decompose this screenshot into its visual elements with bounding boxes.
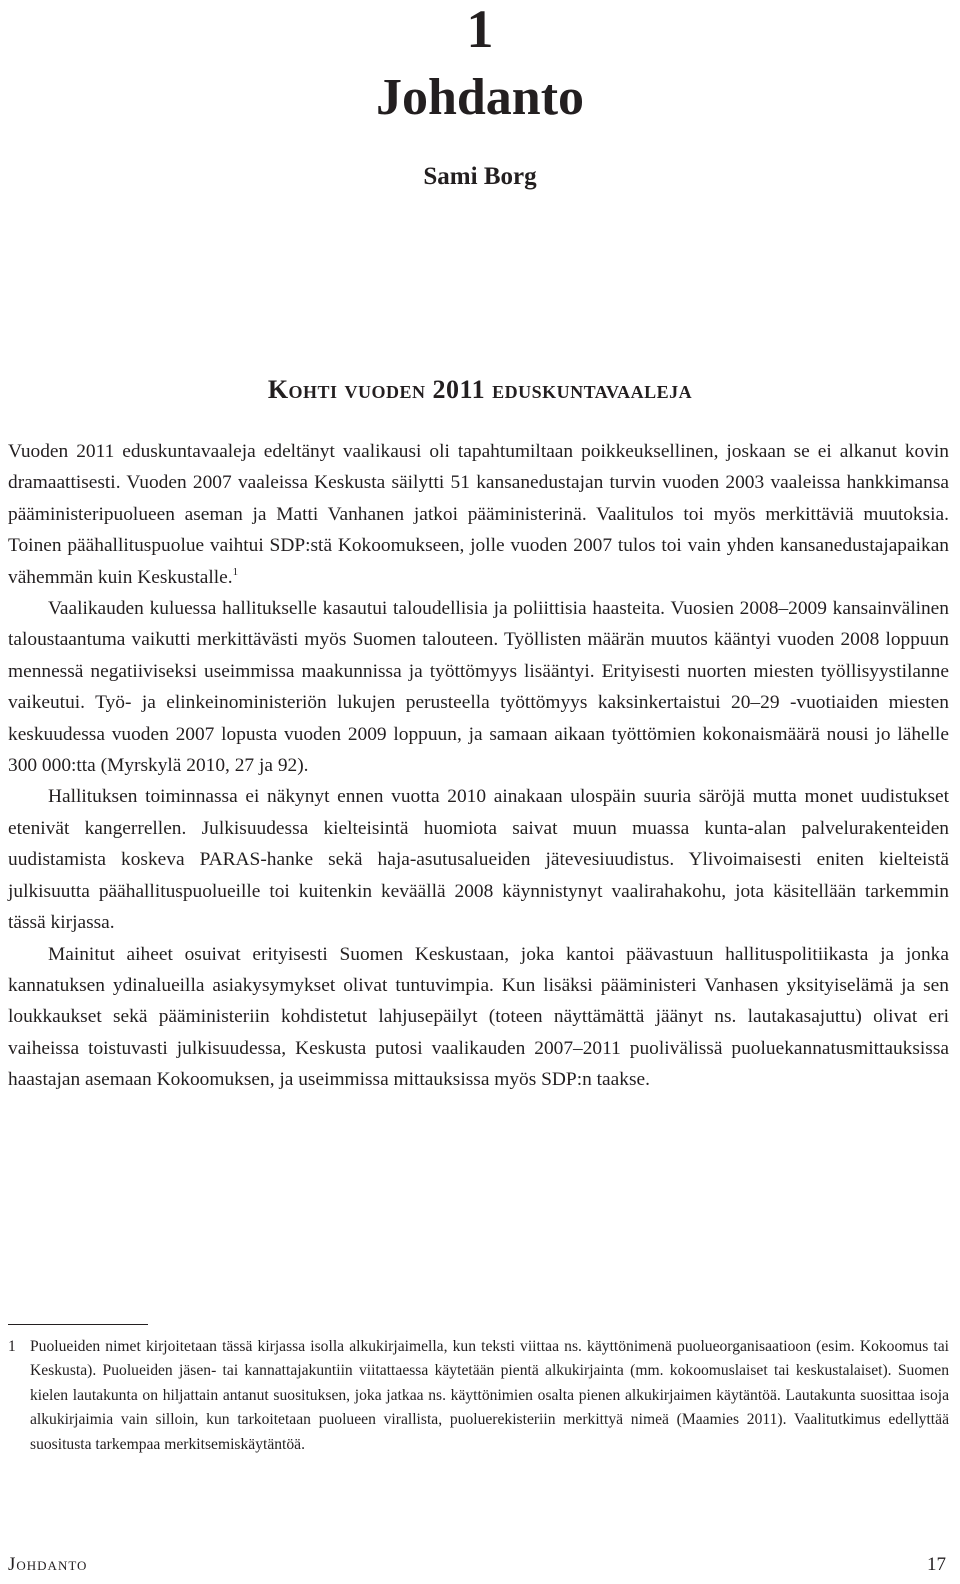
chapter-number: 1 <box>466 0 494 59</box>
footnote-reference: 1 <box>232 565 239 578</box>
paragraph: Vaalikauden kuluessa hallitukselle kasautui taloudellisia ja poliittisia haasteita. Vuosien 2008–2009 kansainvälinen taloustaantuma vaikutti merkittävästi myös Suomen talouteen. Työllisten määrän muutos kääntyi vuoden 2008 loppuun mennessä negatiiviseksi useimmissa maakunnissa ja työttömyys lisääntyi. Erityisesti nuorten miesten työllisyystilanne vaikeutui. Työ- ja elinkeinoministeriön lukujen perusteella työttömyys kaksinkertaistui 20–29 -vuotiaiden miesten keskuudessa vuoden 2007 lopusta vuoden 2009 loppuun, ja samaan aikaan työttömien kokonaismäärä nousi jo lähelle 300 000:tta (Myrskylä 2010, 27 ja 92). <box>8 598 949 777</box>
page-number: 17 <box>927 1554 946 1575</box>
footnote-text: Puolueiden nimet kirjoitetaan tässä kirjassa isolla alkukirjaimella, kun teksti viittaa ns. käyttönimenä puolueorganisaatioon (esim. Kokoomus tai Keskusta). Puolueiden jäsen- tai kannattajakuntiin viitattaessa käytetään pientä alkukirjainta (mm. kokoomuslaiset tai keskustalaiset). Suomen kielen lautakunta on hiljattain antanut suosituksen, joka jatkaa ns. käyttönimien osalta pienen alkukirjaimen käytäntöä. Lautakunta suosittaa isoja alkukirjaimia vain silloin, kun tarkoitetaan puolueen virallista, puoluerekisteriin merkittyä nimeä (Maamies 2011). Vaalitutkimus edellyttää suositusta tarkempaa merkitsemiskäytäntöä. <box>30 1338 949 1453</box>
paragraph-text: Vuoden 2011 eduskuntavaaleja edeltänyt vaalikausi oli tapahtumiltaan poikkeuksellinen, joskaan se ei alkanut kovin dramaattisesti. Vuoden 2007 vaaleissa Keskusta säilytti 51 kansanedustajan turvin vuoden 2003 vaaleissa hankkimansa pääministeripuolueen aseman ja Matti Vanhanen jatkoi pääministerinä. Vaalitulos toi myös merkittäviä muutoksia. Toinen päähallituspuolue vaihtui SDP:stä Kokoomukseen, jolle vuoden 2007 tulos toi vain yhden kansanedustajapaikan vähemmän kuin Keskustalle. <box>8 441 949 588</box>
paragraph <box>8 436 949 593</box>
footnote-number: 1 <box>8 1338 16 1355</box>
body-text <box>8 436 949 1096</box>
paragraph: Hallituksen toiminnassa ei näkynyt ennen vuotta 2010 ainakaan ulospäin suuria säröjä mutta monet uudistukset etenivät kangerrellen. Julkisuudessa kielteisintä huomiota saivat muun muassa kunta-alan palvelurakenteiden uudistamista koskeva PARAS-hanke sekä haja-asutusalueiden jätevesiuudistus. Ylivoimaisesti eniten kielteistä julkisuutta päähallituspuolueille toi kuitenkin keväällä 2008 käynnistynyt vaalirahakohu, jota käsitellään tarkemmin tässä kirjassa. <box>8 786 949 934</box>
chapter-author: Sami Borg <box>423 163 537 190</box>
footnote-divider <box>8 1324 148 1325</box>
footnote <box>8 1335 949 1457</box>
running-head: Johdanto <box>8 1554 88 1575</box>
chapter-title: Johdanto <box>375 69 585 126</box>
section-heading: Kohti vuoden 2011 eduskuntavaaleja <box>267 375 693 404</box>
paragraph: Mainitut aiheet osuivat erityisesti Suomen Keskustaan, joka kantoi päävastuun hallituspolitiikasta ja jonka kannatuksen ydinalueilla asiakysymykset olivat tuntuvimpia. Kun lisäksi pääministeri Vanhasen yksityiselämä ja sen loukkaukset sekä pääministeriin kohdistetut lahjusepäilyt (toteen näyttämättä jäänyt ns. lautakasajuttu) olivat eri vaiheissa toistuvasti julkisuudessa, Keskusta putosi vaalikauden 2007–2011 puolivälissä puoluekannatusmittauksissa haastajan asemaan Kokoomuksen, ja useimmissa mittauksissa myös SDP:n taakse. <box>8 943 949 1091</box>
